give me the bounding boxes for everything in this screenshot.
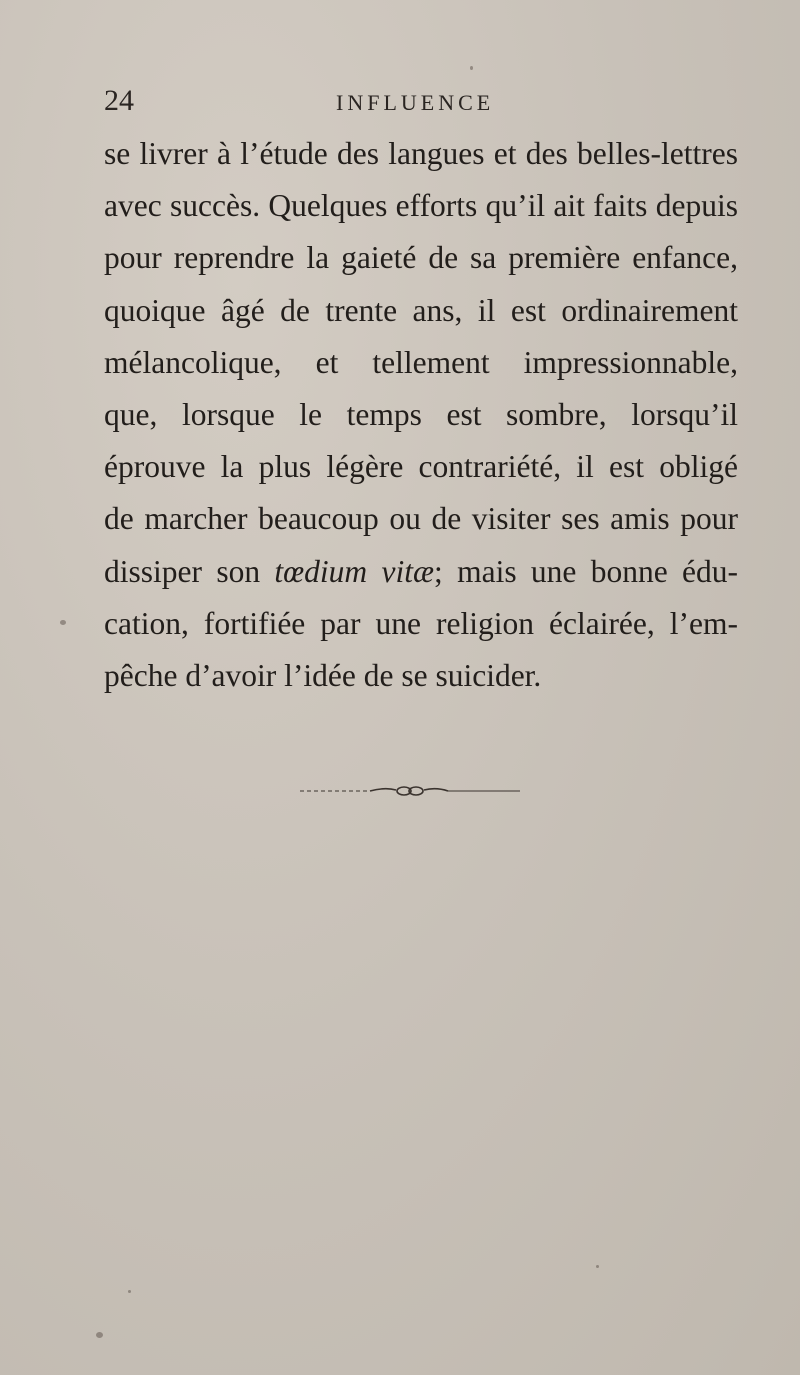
text-line: de marcher beaucoup ou de visiter ses amis pour [104,501,738,537]
body-paragraph [104,128,738,702]
text-line: pour reprendre la gaieté de sa première enfance, [104,240,738,276]
page-header [104,84,710,124]
text-line: que, lorsque le temps est sombre, lorsqu’il [104,397,738,433]
paper-speck [470,66,473,70]
text-segment: dissiper son [104,553,275,589]
paper-speck [128,1290,131,1293]
text-line: mélancolique, et tellement impressionnable, [104,344,738,380]
latin-phrase: tœdium vitæ [274,553,434,589]
paper-speck [96,1332,103,1338]
text-segment: ; mais une bonne édu- [434,553,738,589]
text-line-with-latin-phrase [104,546,738,598]
text-line: avec succès. Quelques efforts qu’il ait faits depuis [104,188,738,224]
running-head: INFLUENCE [336,90,495,115]
text-line: éprouve la plus légère contrariété, il est obligé [104,449,738,485]
paper-speck [596,1265,599,1268]
paper-speck [60,620,66,625]
text-line: pêche d’avoir l’idée de se suicider. [104,658,542,694]
text-line: cation, fortifiée par une religion éclairée, l’em- [104,605,738,641]
text-line: quoique âgé de trente ans, il est ordinairement [104,292,738,328]
ornamental-rule-icon [300,784,520,798]
text-line: se livrer à l’étude des langues et des belles-lettres [104,136,738,171]
page-number: 24 [104,84,134,117]
